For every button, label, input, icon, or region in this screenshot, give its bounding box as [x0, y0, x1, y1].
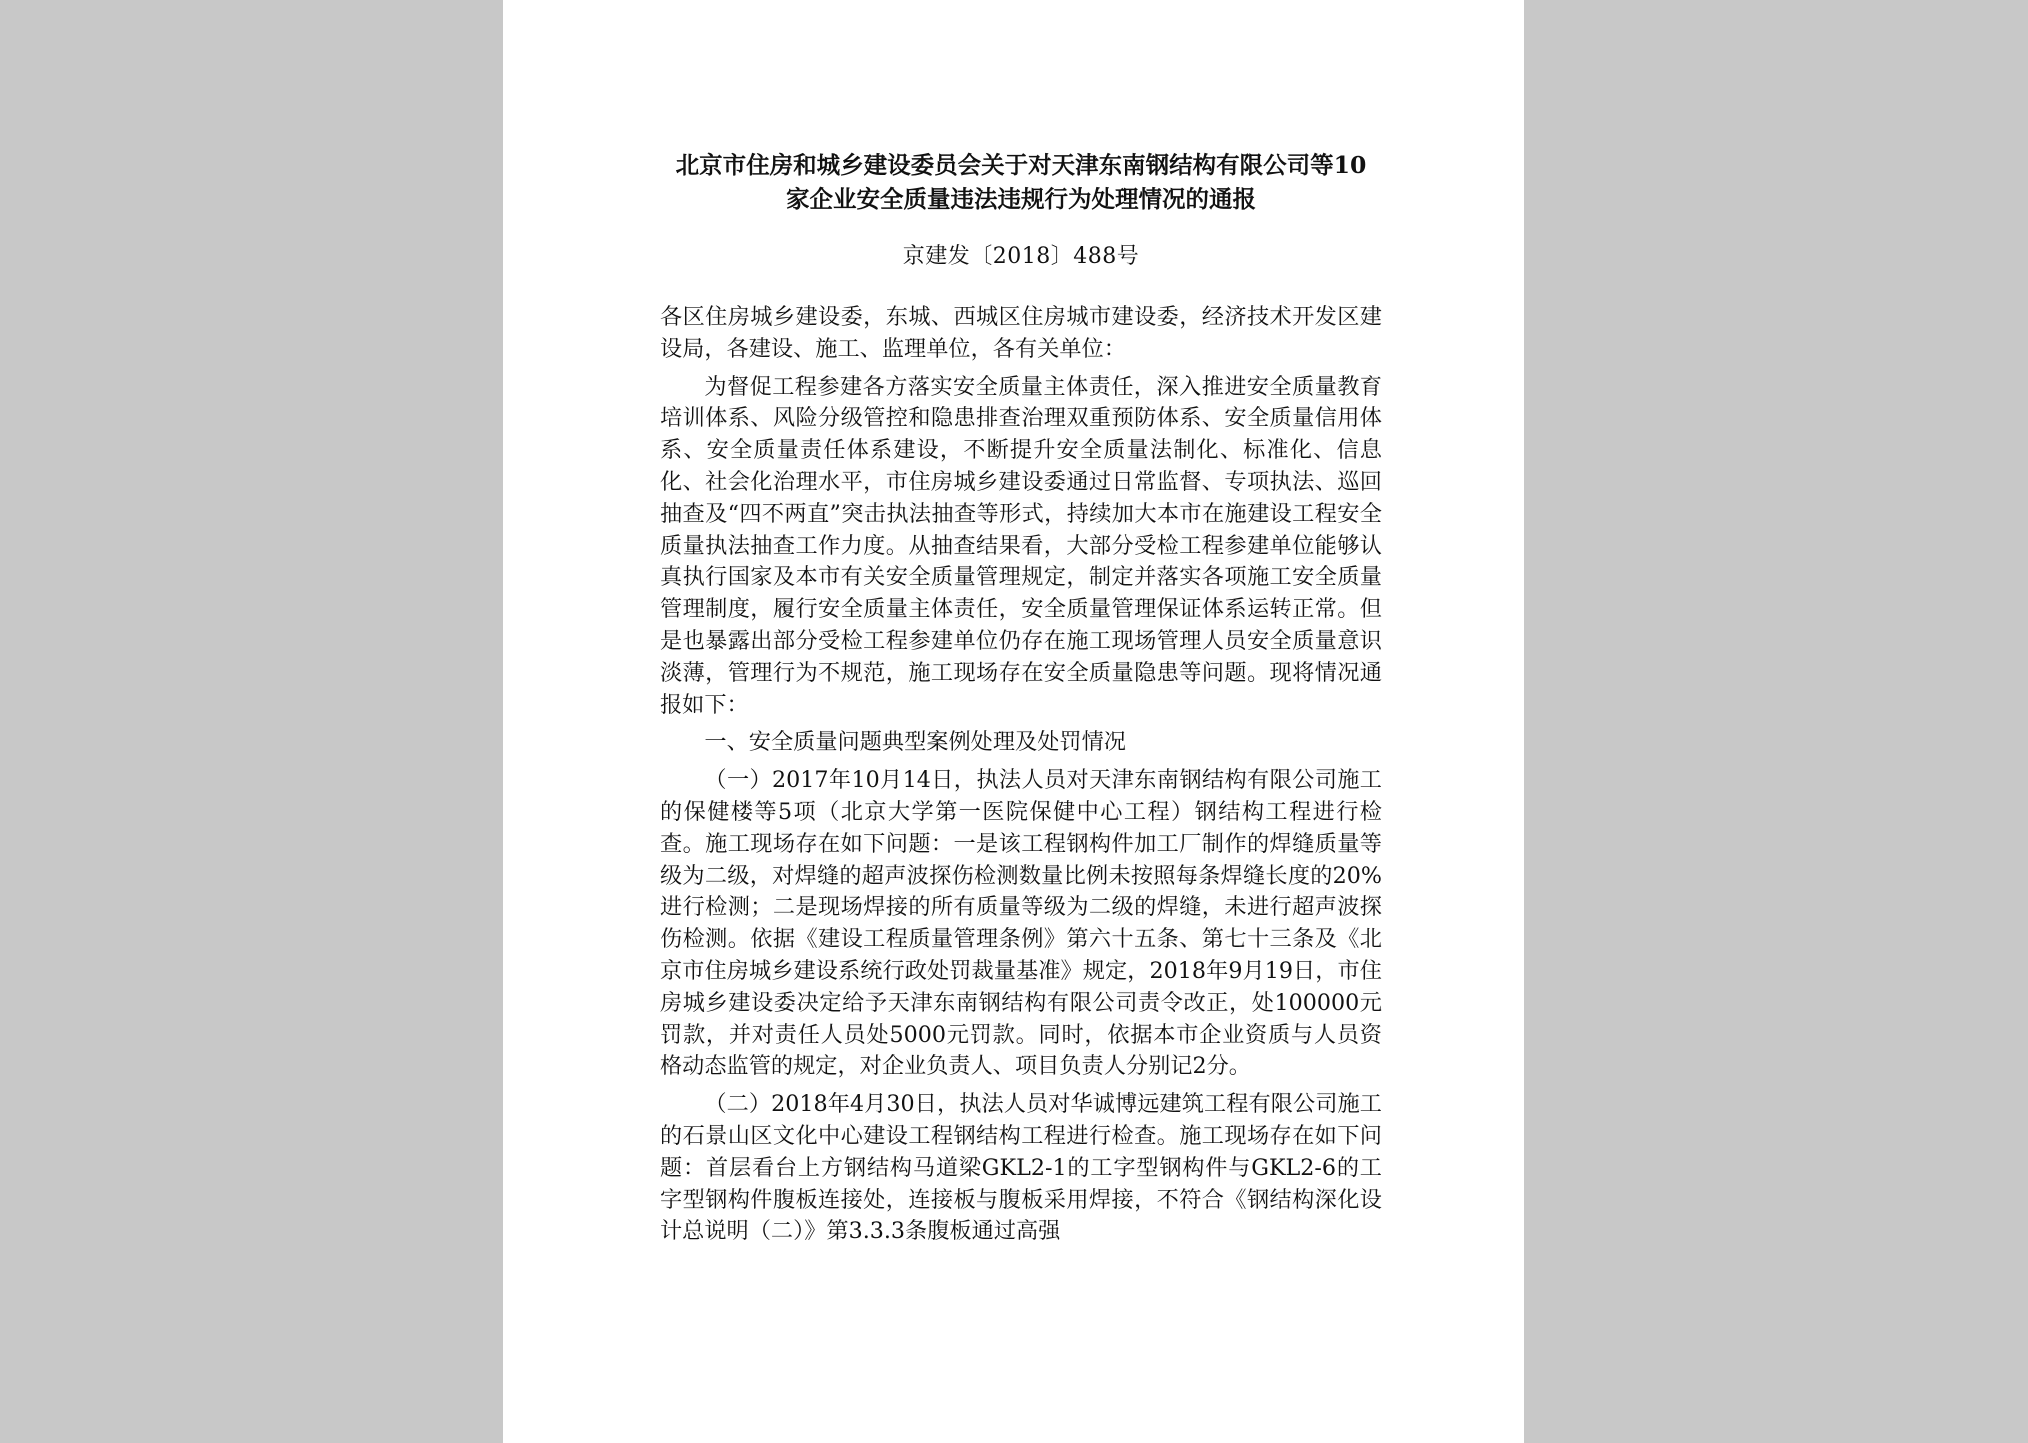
document-body [660, 302, 1382, 1248]
document-page [503, 0, 1524, 1443]
document-title-line-2: 家企业安全质量违法违规行为处理情况的通报 [786, 185, 1256, 213]
document-number: 京建发〔2018〕488号 [902, 244, 1140, 269]
case-paragraph-1: （一）2017年10月14日，执法人员对天津东南钢结构有限公司施工的保健楼等5项（北京大学第一医院保健中心工程）钢结构工程进行检查。施工现场存在如下问题：一是该工程钢构件加工厂制作的焊缝质量等级为二级，对焊缝的超声波探伤检测数量比例未按照每条焊缝长度的20%进行检测；二是现场焊接的所有质量等级为二级的焊缝，未进行超声波探伤检测。依据《建设工程质量管理条例》第六十五条、第七十三条及《北京市住房城乡建设系统行政处罚裁量基准》规定，2018年9月19日，市住房城乡建设委决定给予天津东南钢结构有限公司责令改正，处100000元罚款，并对责任人员处5000元罚款。同时，依据本市企业资质与人员资格动态监管的规定，对企业负责人、项目负责人分别记2分。 [660, 767, 1382, 1080]
case-paragraph-2: （二）2018年4月30日，执法人员对华诚博远建筑工程有限公司施工的石景山区文化中心建设工程钢结构工程进行检查。施工现场存在如下问题：首层看台上方钢结构马道梁GKL2-1的工字型钢构件与GKL2-6的工字型钢构件腹板连接处，连接板与腹板采用焊接，不符合《钢结构深化设计总说明（二）》第3.3.3条腹板通过高强 [660, 1091, 1382, 1245]
section-heading: 一、安全质量问题典型案例处理及处罚情况 [704, 729, 1126, 756]
intro-paragraph: 为督促工程参建各方落实安全质量主体责任，深入推进安全质量教育培训体系、风险分级管控和隐患排查治理双重预防体系、安全质量信用体系、安全质量责任体系建设，不断提升安全质量法制化、标准化、信息化、社会化治理水平，市住房城乡建设委通过日常监督、专项执法、巡回抽查及“四不两直”突击执法抽查等形式，持续加大本市在施建设工程安全质量执法抽查工作力度。从抽查结果看，大部分受检工程参建单位能够认真执行国家及本市有关安全质量管理规定，制定并落实各项施工安全质量管理制度，履行安全质量主体责任，安全质量管理保证体系运转正常。但是也暴露出部分受检工程参建单位仍存在施工现场管理人员安全质量意识淡薄，管理行为不规范，施工现场存在安全质量隐患等问题。现将情况通报如下： [660, 373, 1382, 718]
document-title-line-1: 北京市住房和城乡建设委员会关于对天津东南钢结构有限公司等10 [675, 151, 1367, 179]
page-content [660, 148, 1382, 1254]
addressee-paragraph: 各区住房城乡建设委，东城、西城区住房城市建设委，经济技术开发区建设局，各建设、施工、监理单位，各有关单位： [660, 304, 1382, 362]
